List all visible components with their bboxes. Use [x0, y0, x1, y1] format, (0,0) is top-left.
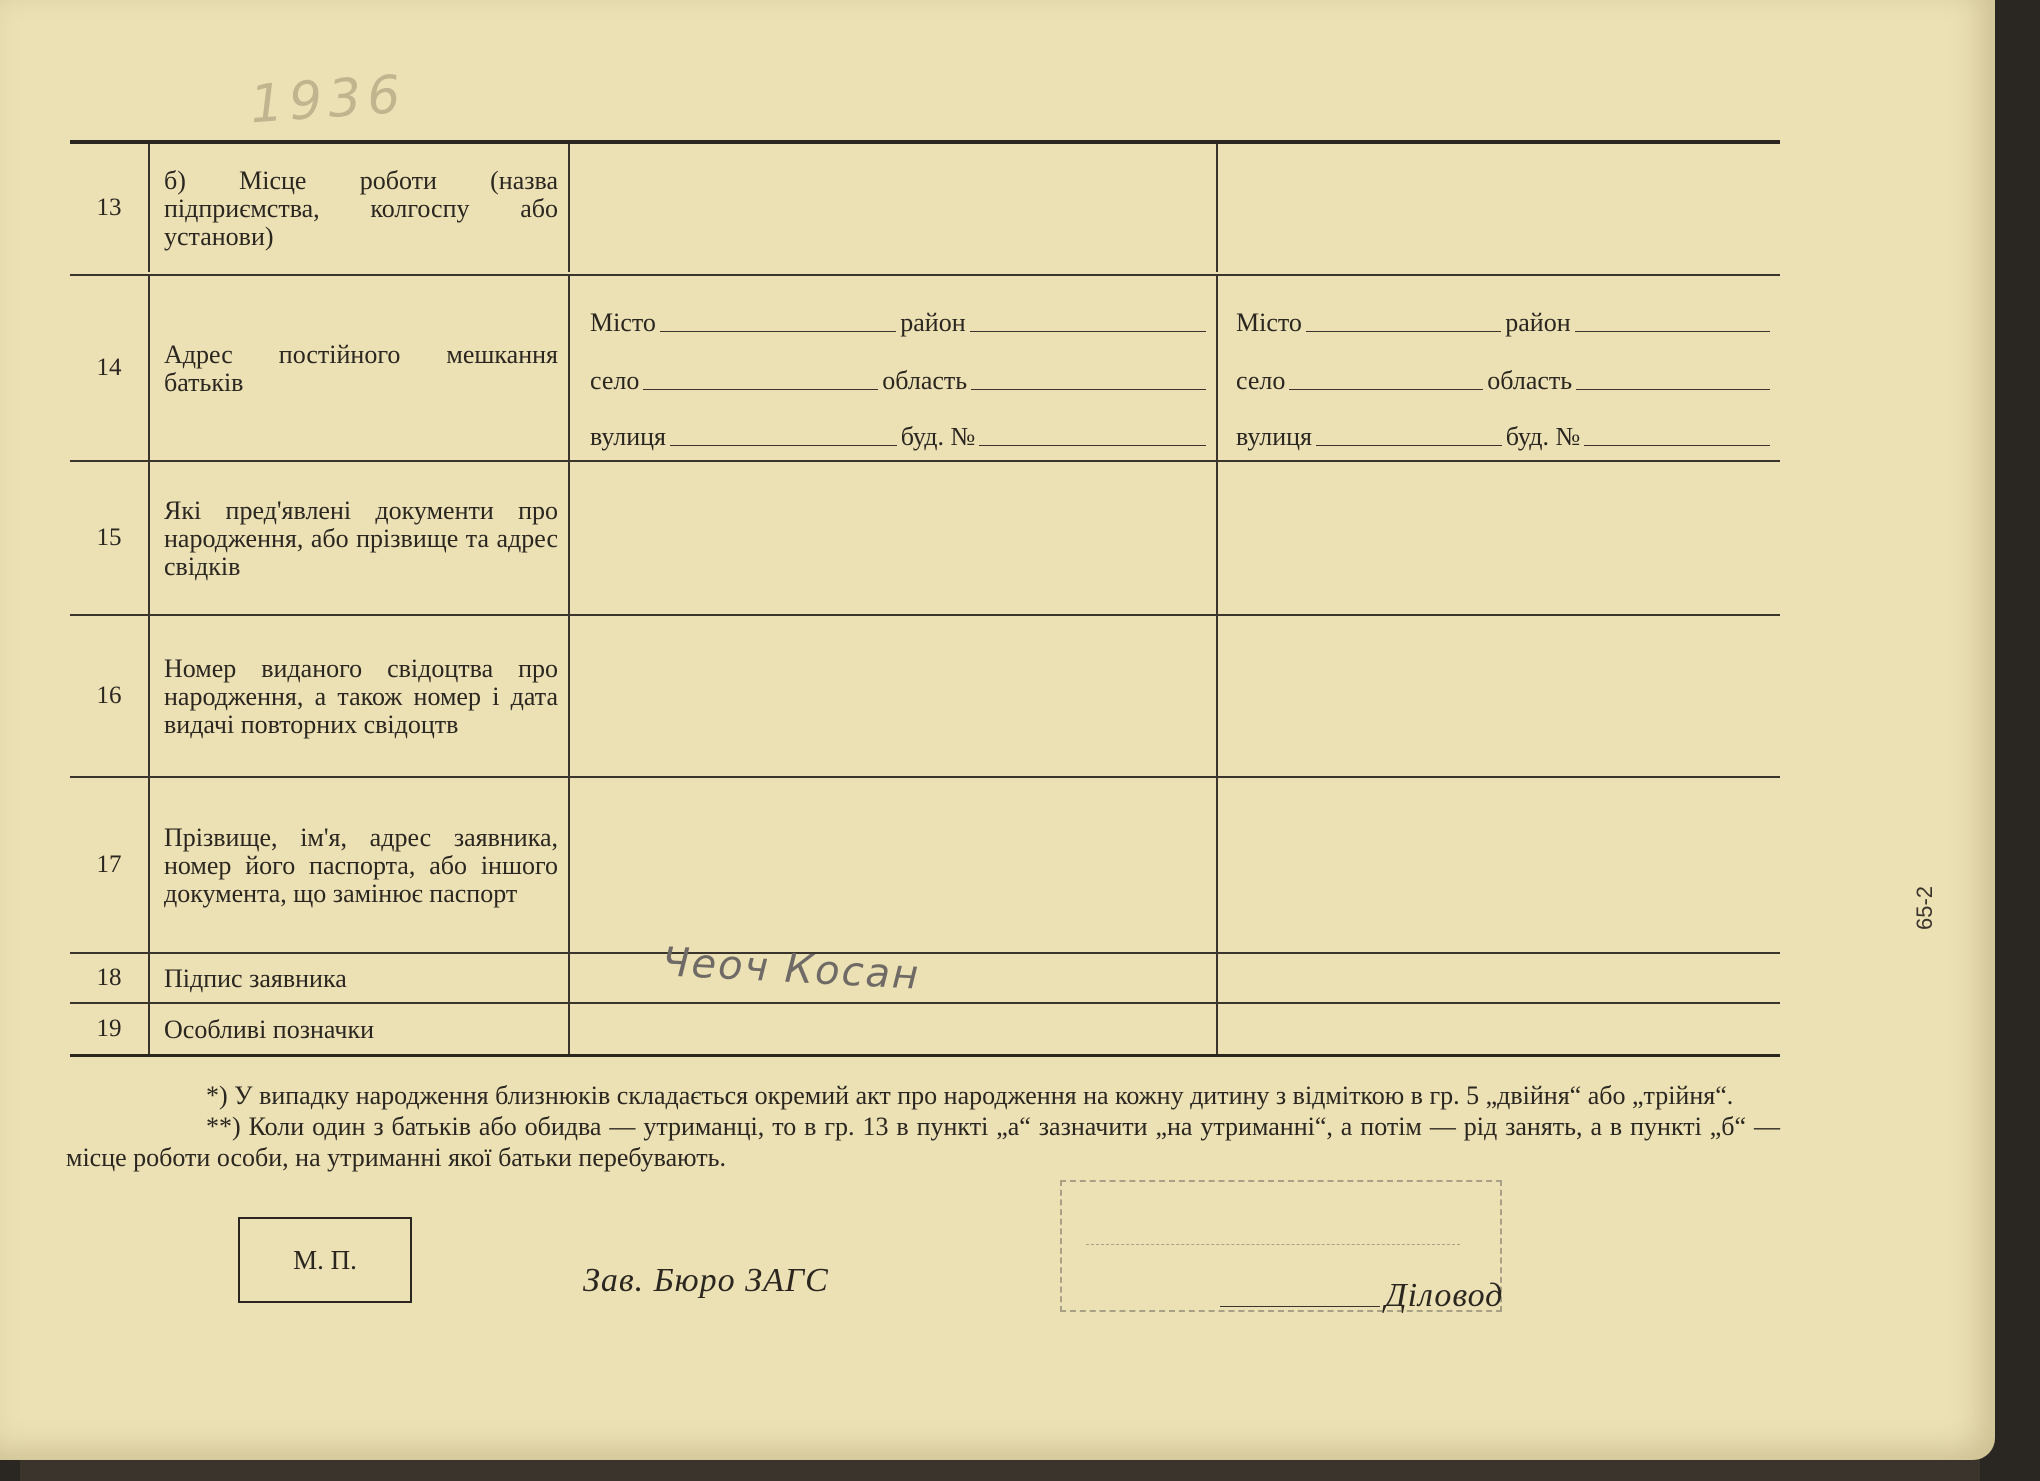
- signature-cell[interactable]: [572, 939, 1218, 1002]
- address-line-village[interactable]: село область: [1236, 366, 1774, 396]
- row-number: 18: [70, 954, 150, 1002]
- seal-place-box: М. П.: [238, 1217, 412, 1303]
- table-row-14: [70, 274, 1780, 460]
- applicant-signature: Чеоч Косан: [660, 939, 922, 999]
- row-label: Прізвище, ім'я, адрес заявника, номер його паспорта, або іншого документа, що замінює паспорт: [150, 778, 570, 952]
- footnote-twins: *) У випадку народження близнюків складається окремий акт про народження на кожну дитину з відміткою в гр. 5 „двійня“ або „трійня“.: [206, 1081, 1734, 1110]
- row-number: 16: [70, 616, 150, 776]
- mother-cell[interactable]: [1218, 462, 1780, 614]
- form-code: 65-2: [1912, 885, 1937, 930]
- row-number: 14: [70, 276, 150, 460]
- table-row-17: [70, 776, 1780, 952]
- address-line-village[interactable]: село область: [590, 366, 1210, 396]
- footnotes: [66, 1080, 1780, 1173]
- row-number: 19: [70, 1004, 150, 1054]
- row-label: Адрес постійного мешкання батьків: [150, 276, 570, 460]
- row-label: Номер виданого свідоцтва про народження, а також номер і дата видачі повторних свідоцтв: [150, 616, 570, 776]
- mother-cell[interactable]: [1218, 616, 1780, 776]
- table-row-18: [70, 939, 1780, 1002]
- table-row-19: [70, 1002, 1780, 1054]
- father-address-cell[interactable]: [572, 276, 1218, 460]
- address-line-city[interactable]: Місто район: [1236, 308, 1774, 338]
- row-label: Які пред'явлені документи про народження, або прізвище та адрес свідків: [150, 462, 570, 614]
- father-cell[interactable]: [572, 1004, 1218, 1054]
- mother-address-cell[interactable]: [1218, 276, 1780, 460]
- bottom-rule: [70, 1054, 1780, 1057]
- table-row-13: [70, 144, 1780, 272]
- clerk-label: Діловод: [1385, 1277, 1504, 1314]
- row-number: 15: [70, 462, 150, 614]
- footnote-dependents: **) Коли один з батьків або обидва — утриманці, то в гр. 13 в пункті „а“ зазначити „на утриманні“, а потім — рід занять, а в пункті „б“ — місце роботи особи, на утриманні якої батьки перебувають.: [66, 1112, 1780, 1172]
- row-label: б) Місце роботи (назва підприємства, колгоспу або установи): [150, 144, 570, 272]
- father-cell[interactable]: [572, 616, 1218, 776]
- table-row-16: [70, 614, 1780, 776]
- mother-cell[interactable]: [1218, 1004, 1780, 1054]
- address-line-city[interactable]: Місто район: [590, 308, 1210, 338]
- clerk-signature-line[interactable]: [1220, 1306, 1380, 1307]
- pencil-note: 1936: [248, 64, 409, 136]
- table-row-15: [70, 460, 1780, 614]
- row-label: Особливі позначки: [150, 1004, 570, 1054]
- father-cell[interactable]: [572, 144, 1218, 272]
- father-cell[interactable]: [572, 778, 1218, 952]
- registry-head-label: Зав. Бюро ЗАГС: [583, 1262, 829, 1299]
- row-number: 13: [70, 144, 150, 272]
- mother-cell[interactable]: [1218, 778, 1780, 952]
- address-line-street[interactable]: вулиця буд. №: [590, 422, 1210, 452]
- row-label: Підпис заявника: [150, 954, 570, 1002]
- mother-cell[interactable]: [1218, 954, 1780, 1002]
- row-number: 17: [70, 778, 150, 952]
- father-cell[interactable]: [572, 462, 1218, 614]
- address-line-street[interactable]: вулиця буд. №: [1236, 422, 1774, 452]
- mother-cell[interactable]: [1218, 144, 1780, 272]
